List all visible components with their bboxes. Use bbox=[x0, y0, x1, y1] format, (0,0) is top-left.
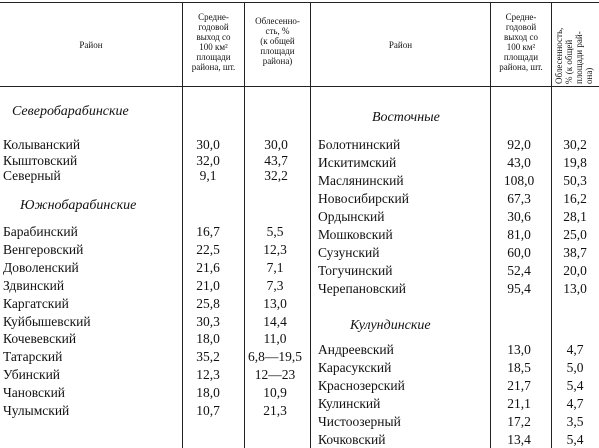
district-name: Чановский bbox=[3, 385, 66, 401]
density-value: 35,2 bbox=[196, 349, 220, 365]
district-name: Куйбышевский bbox=[3, 313, 91, 329]
district-name: Болотнинский bbox=[318, 137, 401, 152]
forest-value: 50,3 bbox=[563, 173, 587, 188]
density-value: 81,0 bbox=[507, 227, 531, 242]
density-value: 30,6 bbox=[507, 209, 531, 224]
forest-value: 11,0 bbox=[263, 331, 287, 347]
forest-value: 14,4 bbox=[263, 313, 287, 329]
district-name: Убинский bbox=[3, 367, 61, 383]
header-density-right: Средне- годовой выход со 100 км² площади района, шт. bbox=[499, 12, 543, 72]
district-name: Карасукский bbox=[318, 359, 392, 375]
forest-value: 20,0 bbox=[563, 263, 587, 278]
district-name: Здвинский bbox=[3, 277, 65, 293]
header-forest-right-line-4: она) bbox=[584, 67, 594, 84]
district-name: Кочевевский bbox=[3, 331, 77, 347]
district-name: Кочковский bbox=[318, 431, 386, 447]
header-forest-left: Облесенно- сть, % (к общей площади района) bbox=[255, 16, 300, 66]
density-value: 30,3 bbox=[196, 313, 220, 329]
header-forest-right-line-1: Облесенность, bbox=[554, 27, 564, 84]
district-name: Искитимский bbox=[318, 155, 397, 170]
forest-value: 5,4 bbox=[566, 431, 584, 447]
district-name: Венгеровский bbox=[3, 241, 84, 257]
forest-value: 30,2 bbox=[563, 137, 587, 152]
district-name: Доволенский bbox=[3, 259, 79, 275]
header-district-right: Район bbox=[388, 40, 413, 50]
density-value: 32,0 bbox=[196, 152, 220, 168]
forest-value: 13,0 bbox=[563, 281, 587, 296]
density-value: 13,0 bbox=[507, 342, 531, 357]
district-name: Кулинский bbox=[318, 395, 381, 411]
forest-value: 43,7 bbox=[264, 152, 288, 168]
district-name: Колыванский bbox=[3, 137, 81, 152]
district-name: Мошковский bbox=[318, 227, 393, 242]
density-value: 17,2 bbox=[507, 413, 531, 429]
district-name: Тогучинский bbox=[318, 263, 393, 278]
forest-value: 3,5 bbox=[566, 413, 584, 429]
forest-value: 5,5 bbox=[266, 224, 284, 239]
forest-value: 5,4 bbox=[566, 377, 584, 393]
table-top-rule bbox=[0, 2, 599, 3]
density-value: 10,7 bbox=[196, 403, 220, 418]
density-value: 21,1 bbox=[507, 395, 531, 411]
forest-value: 4,7 bbox=[566, 342, 584, 357]
header-forest-right-line-2: % (к общей bbox=[564, 39, 574, 84]
district-name: Краснозерский bbox=[318, 377, 405, 393]
district-name: Чистоозерный bbox=[318, 413, 401, 429]
density-value: 13,4 bbox=[507, 431, 531, 447]
district-name: Новосибирский bbox=[318, 191, 409, 206]
forest-value: 6,8—19,5 bbox=[248, 349, 302, 365]
density-value: 18,5 bbox=[507, 359, 531, 375]
density-value: 108,0 bbox=[503, 173, 535, 188]
density-value: 12,3 bbox=[196, 367, 220, 383]
forest-value: 21,3 bbox=[263, 403, 287, 418]
forest-value: 25,0 bbox=[563, 227, 587, 242]
district-name: Барабинский bbox=[3, 224, 78, 239]
district-name: Чулымский bbox=[3, 403, 70, 418]
density-value: 9,1 bbox=[199, 168, 217, 183]
forest-value: 16,2 bbox=[563, 191, 587, 206]
density-value: 21,6 bbox=[196, 259, 220, 275]
density-value: 95,4 bbox=[507, 281, 531, 296]
density-value: 67,3 bbox=[507, 191, 531, 206]
district-name: Ордынский bbox=[318, 209, 385, 224]
district-name: Татарский bbox=[3, 349, 63, 365]
district-name: Сузунский bbox=[318, 245, 380, 260]
forest-value: 5,0 bbox=[566, 359, 584, 375]
district-name: Маслянинский bbox=[318, 173, 404, 188]
forest-value: 7,3 bbox=[266, 277, 284, 293]
col-rule-3 bbox=[310, 2, 311, 448]
header-density-left: Средне- годовой выход со 100 км² площади района, шт. bbox=[191, 12, 236, 72]
forest-value: 13,0 bbox=[263, 295, 287, 311]
density-value: 22,5 bbox=[196, 241, 220, 257]
group-title-right-2: Кулундинские bbox=[350, 318, 431, 333]
forest-value: 12,3 bbox=[263, 241, 287, 257]
density-value: 52,4 bbox=[507, 263, 531, 278]
forest-value: 28,1 bbox=[563, 209, 587, 224]
density-value: 30,0 bbox=[196, 137, 220, 152]
forest-value: 19,8 bbox=[563, 155, 587, 170]
group-title-right-1: Восточные bbox=[372, 110, 440, 125]
district-name: Андреевский bbox=[318, 342, 394, 357]
forest-value: 4,7 bbox=[566, 395, 584, 411]
density-value: 18,0 bbox=[196, 331, 220, 347]
district-name: Каргатский bbox=[3, 295, 69, 311]
density-value: 92,0 bbox=[507, 137, 531, 152]
forest-value: 38,7 bbox=[563, 245, 587, 260]
density-value: 16,7 bbox=[196, 224, 220, 239]
district-name: Северный bbox=[3, 168, 61, 183]
density-value: 60,0 bbox=[507, 245, 531, 260]
density-value: 25,8 bbox=[196, 295, 220, 311]
forest-value: 7,1 bbox=[266, 259, 284, 275]
density-value: 43,0 bbox=[507, 155, 531, 170]
header-forest-right bbox=[554, 28, 594, 84]
header-bottom-rule bbox=[0, 86, 599, 87]
forest-value: 10,9 bbox=[263, 385, 287, 401]
district-name: Черепановский bbox=[318, 281, 406, 296]
density-value: 21,0 bbox=[196, 277, 220, 293]
group-title-left-1: Северобарабинские bbox=[12, 104, 129, 119]
density-value: 18,0 bbox=[196, 385, 220, 401]
forest-value: 12—23 bbox=[254, 367, 296, 383]
forest-value: 30,0 bbox=[264, 137, 288, 152]
district-name: Кыштовский bbox=[3, 152, 78, 168]
header-forest-right-line-3: площади рай- bbox=[574, 31, 584, 84]
group-title-left-2: Южнобарабинские bbox=[20, 198, 137, 213]
header-district-left: Район bbox=[79, 40, 103, 50]
density-value: 21,7 bbox=[507, 377, 531, 393]
forest-value: 32,2 bbox=[264, 168, 288, 183]
